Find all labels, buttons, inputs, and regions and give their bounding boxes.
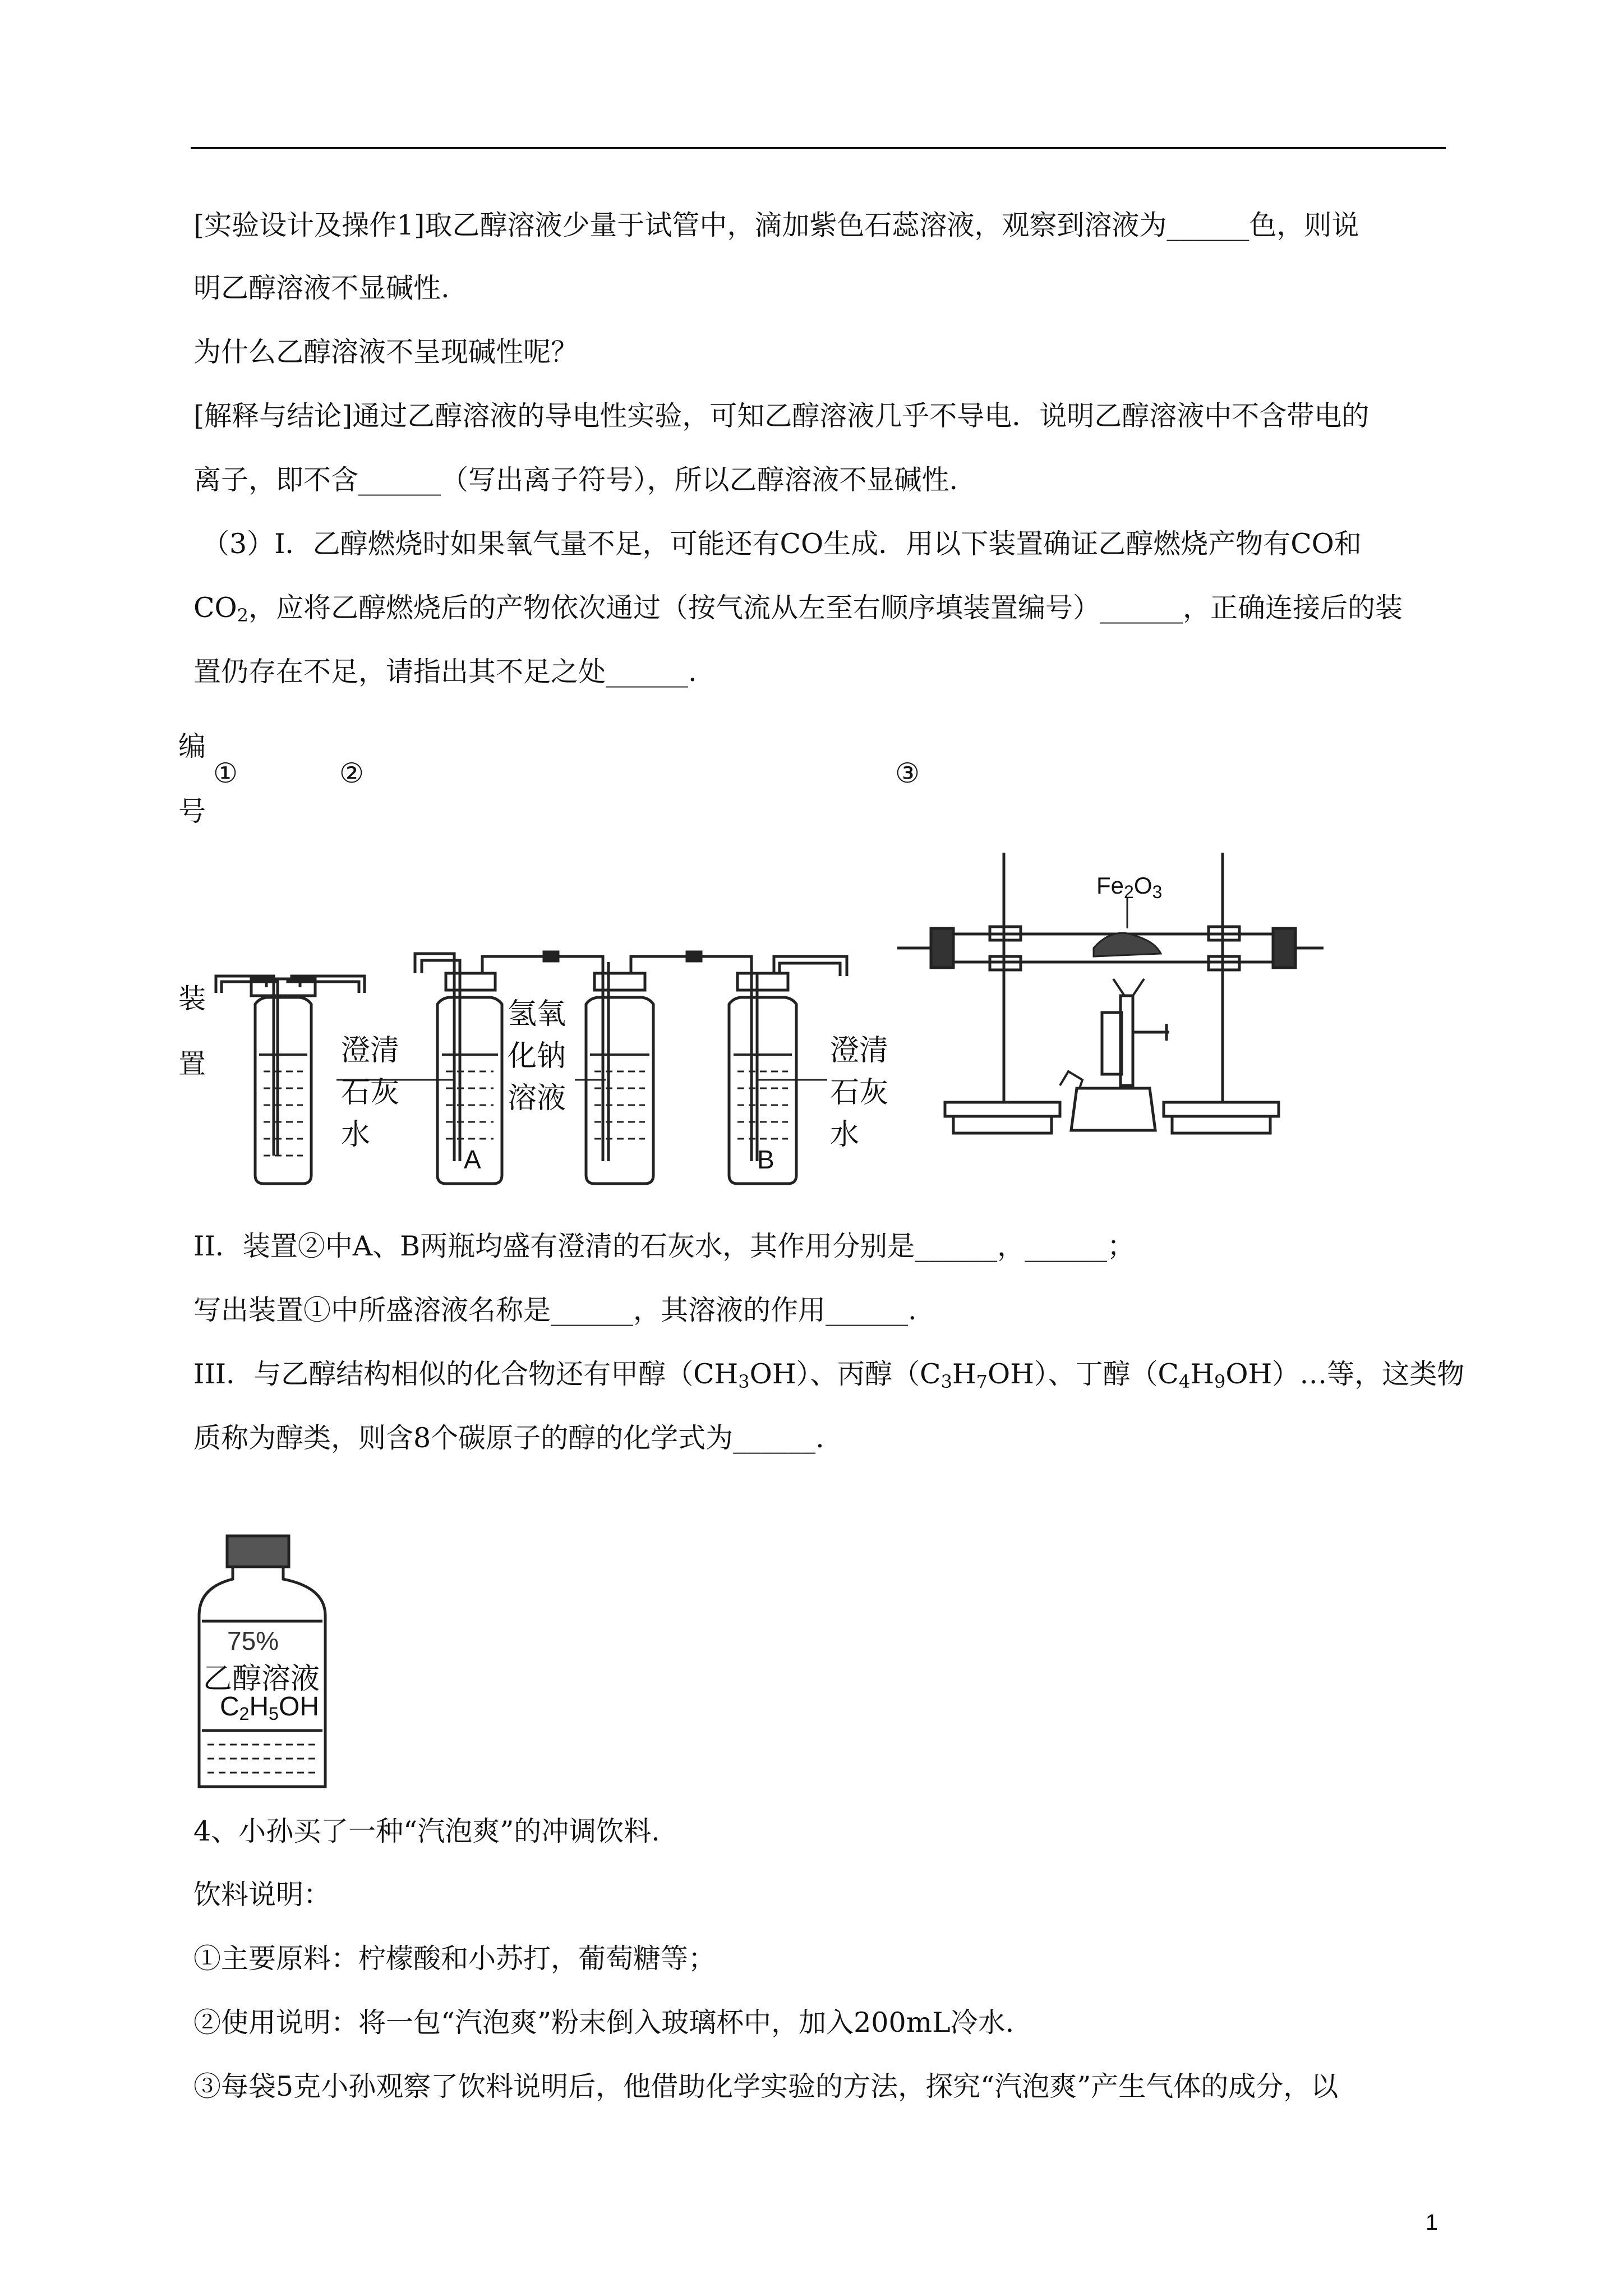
text-line: 4、小孙买了一种“汽泡爽”的冲调饮料.	[193, 1815, 660, 1847]
text-line: 质称为醇类，则含8个碳原子的醇的化学式为______.	[193, 1422, 824, 1454]
naoh-label-a: 氢氧	[508, 997, 566, 1031]
bottle-label-a: A	[464, 1145, 481, 1174]
text-line: 饮料说明：	[193, 1879, 331, 1911]
limewater-label-1a: 澄清	[341, 1034, 400, 1068]
text-line: 为什么乙醇溶液不呈现碱性呢？	[193, 336, 579, 368]
text-line: III．与乙醇结构相似的化合物还有甲醇$(CH_3OH)$、丙醇$(C_3H_7OH)$、丁醇$(C_4H_9OH)\dots$等，这类物	[193, 1358, 1465, 1392]
fe2o3-label: $Fe_2O_3$	[1096, 872, 1163, 902]
table-label-bian: 编	[178, 730, 206, 762]
bottle-percent: 75%	[227, 1626, 279, 1655]
limewater-label-2b: 石灰	[830, 1076, 889, 1110]
text-line: 写出装置①中所盛溶液名称是______，其溶液的作用______.	[193, 1294, 917, 1326]
bottle-name: 乙醇溶液	[203, 1662, 320, 1696]
bottle-label-b: B	[757, 1145, 774, 1174]
text-line: ②使用说明：将一包“汽泡爽”粉末倒入玻璃杯中，加入200mL冷水.	[193, 2007, 1015, 2039]
text-line: 明乙醇溶液不显碱性.	[193, 272, 450, 304]
table-label-hao: 号	[178, 795, 206, 827]
text-line: ③每袋5克小孙观察了饮料说明后，他借助化学实验的方法，探究“汽泡爽”产生气体的成分，以	[193, 2070, 1339, 2102]
naoh-label-b: 化钠	[508, 1039, 566, 1073]
bottle-formula: $C_2H_5OH$	[220, 1692, 319, 1724]
text-line: 离子，即不含______（写出离子符号），所以乙醇溶液不显碱性.	[193, 464, 958, 496]
text-line: $CO_2$，应将乙醇燃烧后的产物依次通过（按气流从左至右顺序填装置编号）______，正确连接后的装	[193, 592, 1403, 626]
text-line: 置仍存在不足，请指出其不足之处______.	[193, 656, 697, 688]
limewater-label-1b: 石灰	[341, 1076, 400, 1110]
text-line: ①主要原料：柠檬酸和小苏打，葡萄糖等；	[193, 1943, 716, 1975]
page-number: 1	[1425, 2210, 1438, 2235]
text-line: II．装置②中A、B两瓶均盛有澄清的石灰水，其作用分别是______，______；	[193, 1230, 1135, 1262]
text-line: [解释与结论]通过乙醇溶液的导电性实验，可知乙醇溶液几乎不导电．说明乙醇溶液中不含带电的	[193, 400, 1370, 432]
limewater-label-2a: 澄清	[830, 1034, 889, 1068]
limewater-label-2c: 水	[830, 1118, 860, 1152]
device-number-1: ①	[213, 757, 238, 789]
table-label-zhi: 置	[178, 1048, 206, 1080]
limewater-label-1c: 水	[341, 1118, 371, 1152]
text-line: [实验设计及操作1]取乙醇溶液少量于试管中，滴加紫色石蕊溶液，观察到溶液为______色，则说	[193, 209, 1359, 241]
table-label-zhuang: 装	[178, 983, 206, 1015]
device-number-3: ③	[895, 757, 920, 789]
device-number-2: ②	[339, 757, 364, 789]
text-line: （3）I．乙醇燃烧时如果氧气量不足，可能还有CO生成．用以下装置确证乙醇燃烧产物有CO和	[202, 528, 1362, 560]
naoh-label-c: 溶液	[508, 1082, 566, 1115]
